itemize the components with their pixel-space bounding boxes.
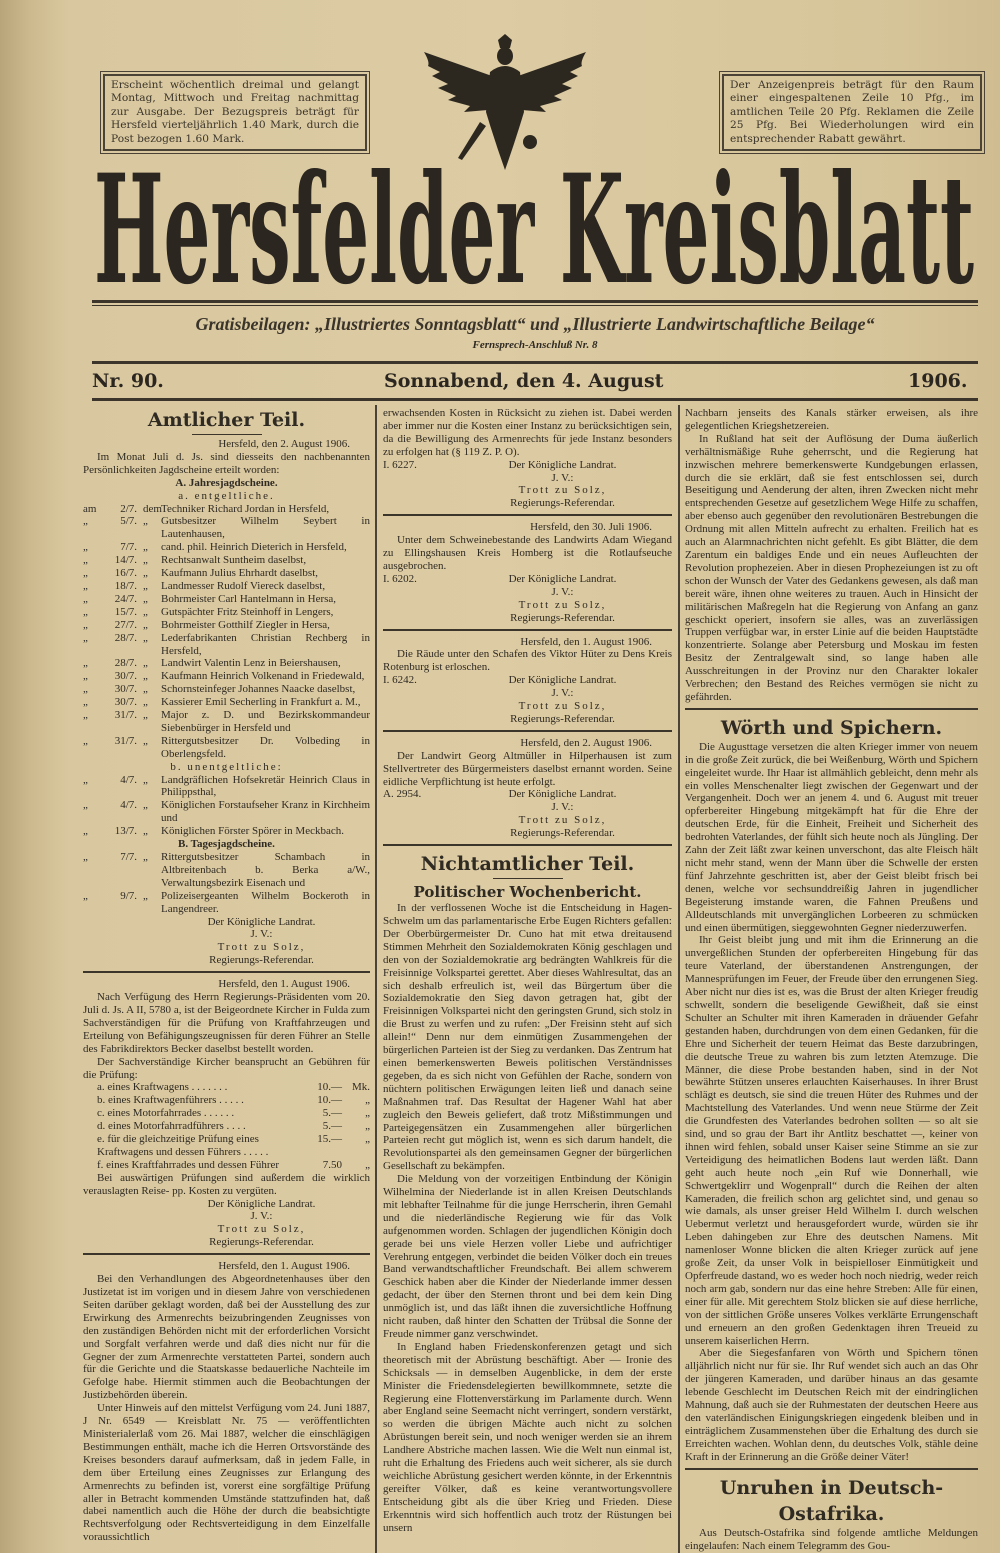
licence-entry	[83, 851, 370, 890]
entry-date: 4/7.	[120, 773, 137, 786]
entry-prefix: „	[83, 734, 88, 747]
fee-row	[83, 1159, 370, 1172]
entry-date: 9/7.	[120, 889, 137, 902]
list-heading: B. Tagesjagdscheine.	[178, 838, 275, 851]
signature-line: Der Königliche Landrat.	[508, 788, 617, 801]
fee-unit: „	[365, 1107, 370, 1120]
entry-text: Kaufmann Julius Ehrhardt daselbst,	[161, 567, 319, 580]
entry-ditto: „	[143, 799, 148, 812]
signature-line: Regierungs-Referendar.	[209, 1236, 314, 1249]
short-divider	[192, 434, 262, 435]
fee-row	[83, 1094, 370, 1107]
entry-ditto: „	[143, 631, 148, 644]
licence-entry	[83, 503, 370, 516]
signature-lines	[453, 788, 672, 840]
fee-list	[83, 1081, 370, 1171]
entry-ditto: „	[143, 773, 148, 786]
entry-text: Bohrmeister Gotthilf Ziegler in Hersa,	[161, 618, 330, 631]
entry-prefix: „	[83, 554, 88, 567]
masthead-rule-thin	[92, 305, 978, 306]
entry-ditto: „	[143, 515, 148, 528]
fee-amount: 10.—	[317, 1081, 342, 1094]
licence-entry	[83, 696, 370, 709]
fee-item: c. eines Motorfahrrades . . . . . .	[97, 1107, 235, 1120]
entry-date: 14/7.	[114, 554, 137, 567]
entry-date: 24/7.	[114, 592, 137, 605]
entry-date: 30/7.	[114, 683, 137, 696]
paragraph: Nach Verfügung des Herrn Regierungs-Präsidenten vom 20. Juli d. Js. A II, 5780 a, ist der Beigeordnete Kircher in Fulda zum Sachverständigen für die Prüfung von Kraftfahrzeugen und Erteilung von Befähigungszeugnissen für deren Führer an Stelle des Fabrikdirektors Becker daselbst bestellt worden.	[83, 991, 370, 1055]
column-divider	[678, 405, 680, 1553]
column-divider	[375, 405, 377, 1553]
article-divider	[383, 514, 672, 516]
newspaper-title	[92, 160, 978, 300]
entry-text: Polizeisergeanten Wilhelm Bockeroth in Langendreer.	[161, 889, 370, 915]
entry-date: 28/7.	[114, 631, 137, 644]
section-heading: Amtlicher Teil.	[147, 409, 306, 431]
signature-line: J. V.:	[551, 471, 574, 484]
entry-text: Landmesser Rudolf Viereck daselbst,	[161, 579, 326, 592]
fee-amount: 10.—	[317, 1094, 342, 1107]
article-heading: Politischer Wochenbericht.	[413, 883, 642, 902]
entry-prefix: am	[83, 502, 97, 515]
entry-ditto: „	[143, 825, 148, 838]
signature-line: J. V.:	[250, 1210, 273, 1223]
entry-text: Rechtsanwalt Suntheim daselbst,	[161, 554, 307, 567]
signature-line: Regierungs-Referendar.	[510, 712, 615, 725]
fee-item: b. eines Kraftwagenführers . . . . .	[97, 1094, 244, 1107]
entry-date: 7/7.	[120, 541, 137, 554]
entry-text: Königlichen Förster Spörer in Meckbach.	[161, 825, 344, 838]
article-divider	[383, 629, 672, 631]
entry-ditto: „	[143, 567, 148, 580]
signature-block	[383, 459, 672, 511]
licence-entry	[83, 735, 370, 761]
paragraph: Unter dem Schweinebestande des Landwirts Adam Wiegand zu Ellingshausen Kreis Homberg ist die Rotlaufseuche ausgebrochen.	[383, 534, 672, 572]
entry-text: Gutspächter Fritz Steinhoff in Lengers,	[161, 605, 334, 618]
entry-prefix: „	[83, 799, 88, 812]
signature-line: Der Königliche Landrat.	[207, 915, 316, 928]
paragraph-continued: Nachbarn jenseits des Kanals stärker erweisen, als ihre gelegentlichen Kriegshetzereien.	[685, 407, 978, 432]
signature-line: Trott zu Solz,	[518, 484, 607, 497]
signature-line: Trott zu Solz,	[518, 598, 607, 611]
fee-unit: „	[365, 1120, 370, 1133]
paragraph: Aus Deutsch-Ostafrika sind folgende amtliche Meldungen eingelaufen: Nach einem Telegramm des Gou-	[685, 1526, 978, 1552]
signature-lines	[153, 916, 370, 968]
entry-ditto: dem	[143, 502, 162, 515]
title-text: Hersfelder Kreisblatt	[94, 160, 974, 300]
entry-ditto: „	[143, 670, 148, 683]
fee-item: f. eines Kraftfahrrades und dessen Führer	[97, 1158, 280, 1171]
entry-date: 4/7.	[120, 799, 137, 812]
entry-text: Lederfabrikanten Christian Rechberg in Hersfeld,	[161, 631, 370, 657]
article-divider	[83, 1253, 370, 1255]
signature-line: Trott zu Solz,	[518, 700, 607, 713]
paragraph: Die Augusttage versetzen die alten Krieger immer von neuem in die große Zeit zurück, die bei Weißenburg, Wörth und Spichern eingeleitet wurde. Ihr Haar ist allmählich gebleicht, denn mehr als ein volles Menschenalter liegt zwischen der Gegenwart und der Vergangenheit. Doch wer an jenem 4. und 6. August mit treuer opferbereiter Hingebung mitgekämpft hat für die Ehre der deutschen Erde, für die Einheit, Freiheit und Sicherheit des bedrohten Vaterlandes, der fühlt sich heute noch als Jüngling. Der Zahn der Zeit läßt zwar keinen unverschont, das alte Fleisch hält nicht mehr stand, wenn der Mann über die Schwelle der ersten fünf Jahrzehnte geschritten ist, aber der Geist bleibt frisch bei denen, welche vor sechsunddreißig Jahren in jugendlicher Begeisterung imstande waren, die Fahnen Preußens und Alldeutschlands mit unvergänglichen Lorbeeren zu schmücken und einen übermütigen, sieggewohnten Gegner niederzuwerfen.	[685, 740, 978, 934]
signature-block	[383, 788, 672, 840]
entry-ditto: „	[143, 889, 148, 902]
column-2	[383, 407, 672, 1535]
licence-entry	[83, 619, 370, 632]
entry-text: cand. phil. Heinrich Dieterich in Hersfeld,	[161, 541, 347, 554]
paragraph: Die Meldung von der vorzeitigen Entbindung der Königin Wilhelmina der Niederlande ist in allen Kreisen Deutschlands mit lebhafter Teilnahme für die junge Herrscherin, ihren Gemahl und die niederländische Regierung wie für das Volk aufgenommen worden. Schlagen der jugendlichen Königin doch gerade bei uns viele Herzen voller Liebe und aufrichtiger Verehrung entgegen, verbindet die beiden Völker doch ein treues Band verwandtschaftlicher Freundschaft. Bei allem schwerem Geschick haben aber die Kinder der Niederlande immer dessen gedacht, der über den Sternen thront und bei dem kein Ding unmöglich ist, und das läßt ihnen die zuversichtliche Hoffnung nicht rauben, daß hinter den Schatten der Trübsal die Sonne der Freude nimmer ganz verschwindet.	[383, 1173, 672, 1340]
fee-item: d. eines Motorfahrradführers . . . .	[97, 1120, 246, 1133]
reference-number: I. 6227.	[383, 458, 417, 471]
signature-lines	[453, 459, 672, 511]
entry-text: Königlichen Forstaufseher Kranz in Kirchheim und	[161, 799, 370, 825]
signature-line: Trott zu Solz,	[217, 1223, 306, 1236]
entry-date: 27/7.	[114, 618, 137, 631]
signature-block	[383, 573, 672, 625]
entry-prefix: „	[83, 825, 88, 838]
signature-block	[383, 674, 672, 726]
entry-date: 2/7.	[120, 502, 137, 515]
paragraph: In England haben Friedenskonferenzen getagt und sich theoretisch mit der Abrüstung beschäftigt. Aber — Ironie des Schicksals — in demselben Augenblicke, in dem der erste Minister die Friedensdelegierten bewillkommnete, setzte die Regierung eine Flottenverstärkung im Parlamente durch. Wenn aber England seine Seemacht nicht verringert, sondern verstärkt, so werden die übrigen Mächte auch nicht zu solchen Abrüstungen bereit sein, und noch weniger werden sie an ihrem Landhere Abstriche machen lassen. Wie die Welt nun einmal ist, ruht die Erhaltung des Friedens auch weit sicherer, als sie durch weichliche Abrüstung gesichert werden könnte, in der Erkenntnis gereifter Völker, daß es keine verantwortungsvollere Entscheidung gibt als die über Krieg und Frieden. Diese Erkenntnis wird sich hoffentlich auch trotz der Rüstungen bei unsern	[383, 1340, 672, 1534]
entry-prefix: „	[83, 657, 88, 670]
signature-lines	[153, 1198, 370, 1250]
entry-date: 15/7.	[114, 605, 137, 618]
licence-list	[83, 774, 370, 839]
entry-prefix: „	[83, 773, 88, 786]
licence-entry	[83, 683, 370, 696]
entry-prefix: „	[83, 709, 88, 722]
entry-date: 31/7.	[114, 734, 137, 747]
signature-line: Trott zu Solz,	[217, 941, 306, 954]
signature-line: Regierungs-Referendar.	[510, 497, 615, 510]
entry-ditto: „	[143, 554, 148, 567]
issue-number: Nr. 90.	[92, 370, 164, 392]
entry-text: Landwirt Valentin Lenz in Beiershausen,	[161, 657, 341, 670]
licence-entry	[83, 632, 370, 658]
fee-row	[83, 1120, 370, 1133]
section-heading: Unruhen in Deutsch-Ostafrika.	[719, 1476, 944, 1525]
licence-entry	[83, 657, 370, 670]
reference-number: A. 2954.	[383, 788, 422, 801]
issue-bar-bottom-rule	[92, 398, 978, 401]
paragraph: Aber die Siegesfanfaren von Wörth und Spichern tönen alljährlich nicht nur für sie. Ihr Ruf wendet sich auch an das Ohr der jüngeren Kameraden, und darüber hinaus an das gesamte lebende Geschlecht im Deutschen Reich mit der eindringlichen Mahnung, daß auch sie der Ruhmestaten der deutschen Heere aus den vaterländischen Einigungskriegen eingedenk bleiben und in einträglichem Zusammenstehen über die Erhaltung des durch sie Erreichten wachen. Wohlan denn, du deutsches Volk, stähle deine Kraft in der Erinnerung an die Größe deiner Väter!	[685, 1347, 978, 1463]
subscription-info-box: Erscheint wöchentlich dreimal und gelangt Montag, Mittwoch und Freitag nachmittag zur Ausgabe. Der Bezugspreis beträgt für Hersfeld vierteljährlich 1.40 Mark, durch die Post bezogen 1.60 Mark.	[103, 74, 367, 151]
short-divider	[493, 878, 563, 879]
masthead-rule	[92, 300, 978, 303]
entry-text: Landgräflichen Hofsekretär Heinrich Claus in Philippsthal,	[161, 773, 370, 799]
entry-text: Kassierer Emil Secherling in Frankfurt a. M.,	[161, 696, 361, 709]
fee-amount: 7.50	[322, 1158, 342, 1171]
paragraph: Bei den Verhandlungen des Abgeordnetenhauses über den Justizetat ist im vorigen und in diesem Jahre von verschiedenen Seiten darüber geklagt worden, daß bei der Ausstellung des zur Erwirkung des Armenrechts beizubringenden Zeugnisses von den zuständigen Behörden nicht mit der erforderlichen Vorsicht und Sorgfalt verfahren werde und daß dies nicht nur für die Gegner der zum Armenrechte verstatteten Partei, sondern auch für die Gerichte und die Staatskasse bedauerliche Nachteile im Gefolge habe. Hiermit stimmen auch die Beobachtungen der Justizbehörden überein.	[83, 1273, 370, 1402]
dateline: Hersfeld, den 1. August 1906.	[218, 1260, 350, 1273]
entry-prefix: „	[83, 889, 88, 902]
article-divider	[83, 971, 370, 973]
reference-number: I. 6202.	[383, 572, 417, 585]
column-3	[685, 407, 978, 1552]
licence-entry	[83, 606, 370, 619]
licence-list	[83, 503, 370, 761]
dateline: Hersfeld, den 1. August 1906.	[520, 635, 652, 648]
licence-entry	[83, 825, 370, 838]
issue-date: Sonnabend, den 4. August	[384, 370, 664, 392]
entry-text: Gutsbesitzer Wilhelm Seybert in Lautenhausen,	[161, 515, 370, 541]
entry-date: 16/7.	[114, 567, 137, 580]
entry-prefix: „	[83, 670, 88, 683]
entry-ditto: „	[143, 579, 148, 592]
signature-line: Der Königliche Landrat.	[207, 1197, 316, 1210]
entry-prefix: „	[83, 579, 88, 592]
fee-row	[83, 1133, 370, 1159]
phone-line: Fernsprech-Anschluß Nr. 8	[472, 339, 598, 351]
entry-ditto: „	[143, 657, 148, 670]
paragraph: Unter Hinweis auf den mittelst Verfügung vom 24. Juni 1887, J Nr. 6549 — Kreisblatt Nr. 75 — veröffentlichten Ministerialerlaß vom 26. Mai 1887, welcher die einschlägigen Bestimmungen enthält, mache ich die Herren Ortsvorstände des Kreises besonders darauf aufmerksam, daß in jedem Falle, in dem über Erteilung eines Zeugnisses zur Erlangung des Armenrechts zu befinden ist, vorerst eine sorgfältige Prüfung aller in Betracht kommenden Umstände stattzufinden hat, daß dabei namentlich auch die Höhe der durch die beabsichtigte Rechtsverfolgung oder Rechtsverteidigung in dem Einzelfalle voraussichtlich	[83, 1402, 370, 1544]
article-divider	[685, 1468, 978, 1470]
entry-date: 18/7.	[114, 579, 137, 592]
list-subheading: a. entgeltliche.	[178, 489, 275, 502]
article-divider	[383, 844, 672, 846]
paragraph: Der Landwirt Georg Altmüller in Hilperhausen ist zum Stellvertreter des Bürgermeisters daselbst ernannt worden. Seine eidliche Verpflichtung ist heute erfolgt.	[383, 749, 672, 788]
entry-ditto: „	[143, 605, 148, 618]
fee-row	[83, 1107, 370, 1120]
licence-entry	[83, 709, 370, 735]
entry-prefix: „	[83, 696, 88, 709]
entry-prefix: „	[83, 631, 88, 644]
supplements-subtitle: Gratisbeilagen: „Illustriertes Sonntagsblatt“ und „Illustrierte Landwirtschaftliche Beilage“	[195, 314, 875, 334]
licence-entry	[83, 580, 370, 593]
entry-prefix: „	[83, 592, 88, 605]
licence-entry	[83, 774, 370, 800]
signature-lines	[453, 573, 672, 625]
entry-date: 30/7.	[114, 670, 137, 683]
signature-block	[83, 916, 370, 968]
entry-ditto: „	[143, 541, 148, 554]
entry-text: Bohrmeister Carl Hantelmann in Hersa,	[161, 592, 337, 605]
entry-text: Major z. D. und Bezirkskommandeur Siebenbürger in Hersfeld und	[161, 709, 370, 734]
entry-text: Schornsteinfeger Johannes Naacke daselbst,	[161, 683, 356, 696]
paragraph: Die Räude unter den Schafen des Viktor Hüter zu Dens Kreis Rotenburg ist erloschen.	[383, 648, 672, 674]
entry-date: 31/7.	[114, 709, 137, 722]
fee-unit: „	[365, 1158, 370, 1171]
signature-line: J. V.:	[551, 687, 574, 700]
entry-ditto: „	[143, 683, 148, 696]
entry-prefix: „	[83, 605, 88, 618]
signature-line: Der Königliche Landrat.	[508, 458, 617, 471]
entry-prefix: „	[83, 515, 88, 528]
fee-row	[83, 1081, 370, 1094]
paragraph: Bei auswärtigen Prüfungen sind außerdem die wirklich verauslagten Reise- pp. Kosten zu vergüten.	[83, 1171, 370, 1197]
entry-prefix: „	[83, 567, 88, 580]
paragraph: Der Sachverständige Kircher beansprucht an Gebühren für die Prüfung:	[83, 1055, 370, 1081]
signature-line: J. V.:	[551, 585, 574, 598]
licence-list	[83, 851, 370, 916]
list-heading: A. Jahresjagdscheine.	[175, 476, 278, 489]
prussian-eagle-icon	[420, 32, 590, 172]
entry-date: 30/7.	[114, 696, 137, 709]
fee-amount: 15.—	[317, 1133, 342, 1146]
dateline: Hersfeld, den 2. August 1906.	[520, 736, 652, 749]
paragraph: In Rußland hat seit der Auflösung der Duma äußerlich verhältnismäßige Ruhe geherrscht, und die Regierung hat inzwischen mehrere bemerkenswerte Kundgebungen erlassen, durch die sie erklärt, daß sie fest entschlossen sei, durch Beseitigung und Aenderung der alten, ihren Zwecken nicht mehr entsprechenden Gesetze auf gesetzlichem Wege Hilfe zu schaffen, aber ebenso auch gegenüber den revolutionären Bestrebungen die Ordnung mit allen Mitteln aufrecht zu erhalten. Freilich hat es auch an Alarmnachrichten nicht gefehlt. Es gibt Blätter, die dem Zarentum ein baldiges Ende und ein neues Aufleuchten der Revolution prophezeien. Aber in diesen Prophezeiungen ist zu oft schon der Wunsch der Vater des Gedankens gewesen, als daß man bereit wäre, ihnen ohne weiteres zu trauen. Auch in Hinsicht der militärischen Maßregeln hat die Regierung von Anfang an ganz geschickt operiert, insofern sie alles, was an zuverlässigen Truppen verfügbar war, in erster Linie auf die beiden Hauptstädte konzentrierte. Solange aber Petersburg und Moskau im festen Besitz der Zentralgewalt sind, so lange haben alle Ausschreitungen in der Provinz nur den Charakter lokaler Verbrechen; den Bestand des Reiches vermögen sie nicht zu gefährden.	[685, 432, 978, 703]
reference-number	[83, 1198, 153, 1250]
reference-number	[83, 916, 153, 968]
licence-entry	[83, 515, 370, 541]
entry-date: 28/7.	[114, 657, 137, 670]
fee-unit: „	[365, 1133, 370, 1146]
signature-line: Der Königliche Landrat.	[508, 674, 617, 687]
entry-ditto: „	[143, 709, 148, 722]
entry-ditto: „	[143, 734, 148, 747]
fee-item: e. für die gleichzeitige Prüfung eines Kraftwagens und dessen Führers . . . . .	[97, 1133, 269, 1158]
licence-entry	[83, 554, 370, 567]
section-heading: Nichtamtlicher Teil.	[420, 853, 635, 876]
fee-unit: „	[365, 1094, 370, 1107]
paragraph-continued: erwachsenden Kosten in Rücksicht zu ziehen ist. Dabei werden aber immer nur die Kosten einer Instanz zu berücksichtigen sein, da die Bewilligung des Armenrechts für jede Instanz besonders zu erfolgen hat (§ 119 Z. P. O).	[383, 407, 672, 458]
entry-ditto: „	[143, 618, 148, 631]
entry-ditto: „	[143, 696, 148, 709]
dateline: Hersfeld, den 1. August 1906.	[218, 978, 350, 991]
entry-prefix: „	[83, 683, 88, 696]
licence-entry	[83, 799, 370, 825]
paragraph: In der verflossenen Woche ist die Entscheidung in Hagen-Schwelm um das parlamentarische Erbe Eugen Richters gefallen: Der Oberbürgermeister Dr. Cuno hat mit etwa dreitausend Stimmen Mehrheit den Sozialdemokraten König geschlagen und den von der Sozialdemokratie arg bedrängten Wahlkreis für die Freisinnige Volkspartei gerettet. Aber dieses Wahlresultat, das an sich deshalb erfreulich ist, weil das Bürgertum über die Sozialdemokratie den Sieg davon getragen hat, gibt der Freisinnigen Volkspartei nicht den geringsten Grund, sich stolz in die Brust zu werfen und zu rufen: „Der Freisinn steht auf sich allein!“ Denn nur dem einmütigen Zusammengehen der bürgerlichen Parteien ist der Sieg zu verdanken. Das Zentrum hat einen bemerkenswerten Beweis politischen Verständnisses gegeben, da es sich nicht von Gefühlen der Rache, sondern von nüchtern politischen Erwägungen leiten ließ und danach seine Maßnahmen traf. Das Resultat der Hagener Wahl hat aber zugleich den Beweis geliefert, daß trotz Mißstimmungen und Parteigegensätzen ein Zusammengehen aller bürgerlichen Parteien recht gut möglich ist, wenn es sich darum handelt, die Revolutionspartei als den gemeinsamen Gegner der bürgerlichen Gesellschaft zu bekämpfen.	[383, 902, 672, 1173]
signature-line: Der Königliche Landrat.	[508, 572, 617, 585]
entry-text: Rittergutsbesitzer Dr. Volbeding in Oberlengsfeld.	[161, 734, 370, 760]
signature-line: Regierungs-Referendar.	[209, 954, 314, 967]
entry-date: 13/7.	[114, 825, 137, 838]
signature-line: J. V.:	[250, 928, 273, 941]
paragraph: Im Monat Juli d. Js. sind diesseits den nachbenannten Persönlichkeiten Jagdscheine erteilt worden:	[83, 450, 370, 476]
licence-entry	[83, 593, 370, 606]
signature-line: Regierungs-Referendar.	[510, 611, 615, 624]
fee-amount: 5.—	[322, 1120, 342, 1133]
licence-entry	[83, 567, 370, 580]
fee-unit: Mk.	[351, 1081, 370, 1094]
advertising-rates-box: Der Anzeigenpreis beträgt für den Raum einer eingespaltenen Zeile 10 Pfg., im amtlichen Teile 20 Pfg. Reklamen die Zeile 25 Pfg. Bei Wiederholungen wird ein entsprechender Rabatt gewährt.	[722, 74, 982, 151]
signature-line: Regierungs-Referendar.	[510, 827, 615, 840]
article-divider	[383, 730, 672, 732]
article-divider	[685, 708, 978, 710]
entry-text: Kaufmann Heinrich Volkenand in Friedewald,	[161, 670, 365, 683]
entry-prefix: „	[83, 618, 88, 631]
entry-ditto: „	[143, 851, 148, 863]
dateline: Hersfeld, den 2. August 1906.	[218, 438, 350, 450]
fee-item: a. eines Kraftwagens . . . . . . .	[97, 1081, 228, 1094]
list-subheading: b. unentgeltliche:	[170, 760, 283, 773]
entry-date: 7/7.	[120, 851, 137, 863]
fee-amount: 5.—	[322, 1107, 342, 1120]
reference-number: I. 6242.	[383, 674, 417, 687]
section-heading: Wörth und Spichern.	[720, 716, 943, 739]
entry-text: Techniker Richard Jordan in Hersfeld,	[161, 502, 330, 515]
entry-date: 5/7.	[120, 515, 137, 528]
entry-ditto: „	[143, 592, 148, 605]
licence-entry	[83, 541, 370, 554]
entry-text: Rittergutsbesitzer Schambach in Altbreitenbach b. Berka a/W., Verwaltungsbezirk Eisenach und	[161, 851, 370, 889]
issue-year: 1906.	[908, 370, 968, 392]
column-1	[83, 407, 370, 1544]
signature-line: Trott zu Solz,	[518, 814, 607, 827]
entry-prefix: „	[83, 851, 88, 863]
signature-line: J. V.:	[551, 801, 574, 814]
licence-entry	[83, 890, 370, 916]
issue-bar-top-rule	[92, 361, 978, 364]
entry-prefix: „	[83, 541, 88, 554]
licence-entry	[83, 670, 370, 683]
paragraph: Ihr Geist bleibt jung und mit ihm die Erinnerung an die unvergeßlichen Stunden der opferbereiten Hingebung für das teure Vaterland, der überstandenen Anstrengungen, der Mannesprüfungen im Feuer, der Freude über den errungenen Sieg. Aber nicht nur dies ist es, was die Brust der alten Krieger freudig schwellt, sondern die beseligende Gewißheit, daß sie einst Schulter an Schulter mit ihren Kameraden in dräuender Gefahr gestanden haben, durchdrungen von dem einen Gedanken, für die Ehre und Sicherheit der teuern Heimat das Beste darzubringen, die deutsche Treue zu wahren bis zum letzten Atemzuge. Die Männer, die diese Probe bestanden haben, sind in der Not bewährte Stützen unseres erlauchten Kaiserhauses. In ihrer Brust schlägt es deutsch, sie sind die treuen Hüter des Ruhmes und der Machtstellung des Vaterlandes. Und wenn neue Stürme der Zeit die Grundfesten des Vaterlandes bedrohen sollten — so alt sie sind, und so grau der Bart ihr Antlitz beschattet —, keiner von ihnen wird fehlen, sobald unser Kaiser seine Stimme an sie zur Verteidigung des heimatlichen Bodens laut werden läßt. Dann geht auch heute noch „ein Ruf wie Donnerhall, wie Schwertgeklirr und Wogenprall“ durch die Reihen der alten Kameraden, die freilich schon arg gelichtet sind, und genau so wie damals, als unser greiser Held Wilhelm I. durch welschen Uebermut verletzt und herausgefordert wurde, würden sie ihr Leben dahingeben zur Ehre des deutschen Namens. Mit namenloser Wonne blicken die alten Krieger zurück auf jene große Zeit, da unser Volk in beispielloser Einmütigkeit und Opferfreude dastand, wo es weder hoch noch niedrig, weder reich noch arm gab, sondern nur das eine hehre Streben: Alle für einen, einer für alle. Mit gerechtem Stolz blicken sie auf diese herrliche, von der sittlichen Größe unseres Volkes verklärte Errungenschaft und erneuern an den großen Gedenktagen ihren Treueid zu unserem kaiserlichen Herrn.	[685, 934, 978, 1347]
signature-lines	[453, 674, 672, 726]
signature-block	[83, 1198, 370, 1250]
dateline: Hersfeld, den 30. Juli 1906.	[530, 521, 652, 534]
